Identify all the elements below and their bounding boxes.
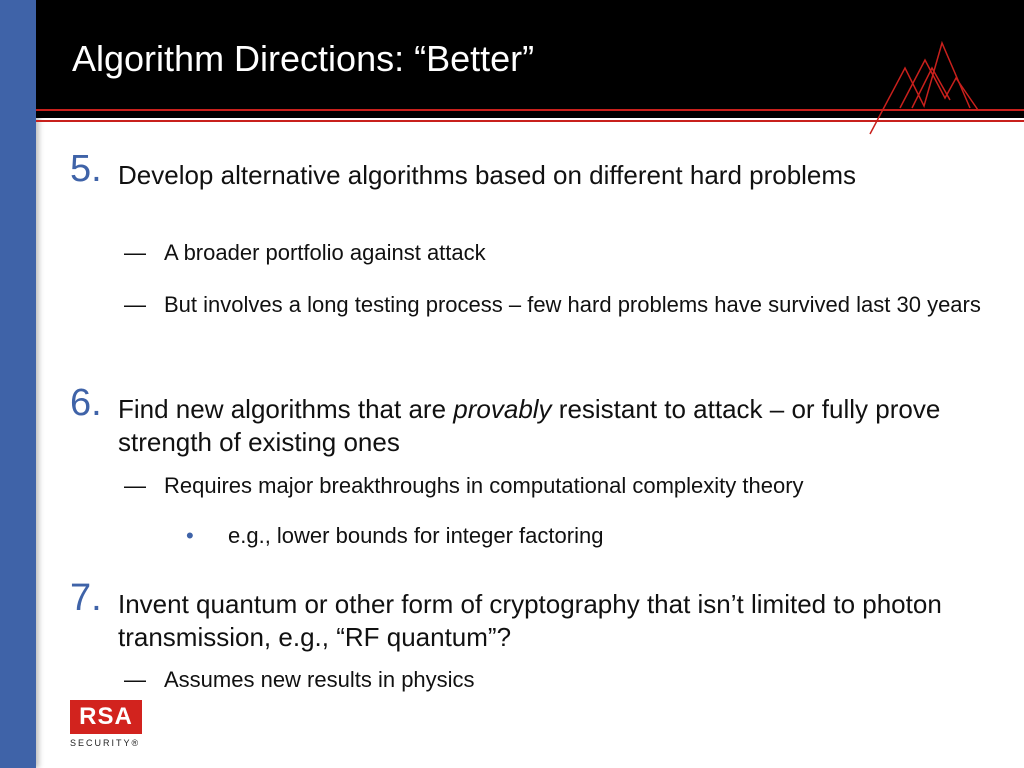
sub-item <box>124 662 994 698</box>
sub-item-text: But involves a long testing process – few hard problems have survived last 30 years <box>164 292 981 317</box>
item-text: Develop alternative algorithms based on different hard problems <box>118 160 857 190</box>
item-number: 7. <box>70 577 102 619</box>
sub-item-text: A broader portfolio against attack <box>164 240 486 265</box>
item-number: 6. <box>70 382 102 424</box>
item-text-emphasis: provably <box>453 394 552 424</box>
item-text-part: Find new algorithms that are <box>118 394 454 424</box>
bullet-glyph: • <box>186 523 194 548</box>
item-text-part: resistant to attack – or fully prove strength of existing ones <box>118 394 941 457</box>
rsa-logo <box>70 700 142 748</box>
item-text: Invent quantum or other form of cryptography that isn’t limited to photon transmission, e.g., “RF quantum”? <box>118 589 942 652</box>
slide-title: Algorithm Directions: “Better” <box>72 38 535 79</box>
dash-glyph: — <box>124 473 146 498</box>
rsa-logo-box <box>70 700 142 734</box>
dash-glyph: — <box>124 292 146 317</box>
sub-item <box>124 468 994 504</box>
dash-glyph: — <box>124 667 146 692</box>
sub-sub-item-text: e.g., lower bounds for integer factoring <box>228 523 604 548</box>
rsa-logo-text: RSA <box>79 703 133 730</box>
rsa-logo-tagline: SECURITY® <box>70 738 141 748</box>
sub-sub-item <box>186 518 603 554</box>
sub-item <box>124 287 994 323</box>
item-number: 5. <box>70 148 102 190</box>
sub-item-text: Assumes new results in physics <box>164 667 475 692</box>
sub-item <box>124 235 994 271</box>
sub-item-text: Requires major breakthroughs in computational complexity theory <box>164 473 804 498</box>
item-text <box>118 393 998 459</box>
dash-glyph: — <box>124 240 146 265</box>
